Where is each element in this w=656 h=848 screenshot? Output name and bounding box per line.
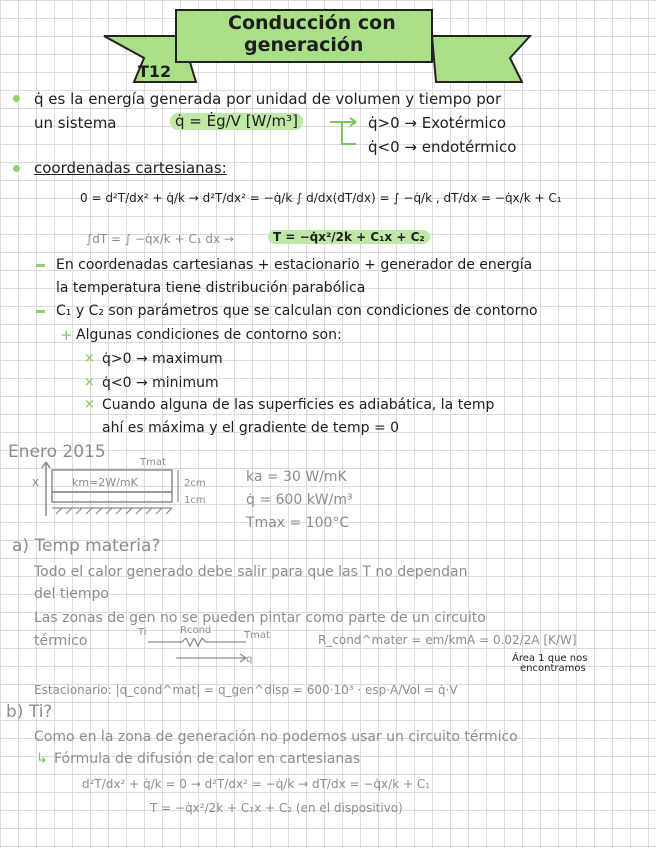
part-a-line4: térmico [34,633,88,649]
intro-case-endo: q̇<0 → endotérmico [368,138,517,156]
part-a-title: a) Temp materia? [12,536,161,556]
dash-2 [36,310,45,313]
intro-line2: un sistema [34,114,117,132]
note2: C₁ y C₂ son parámetros que se calculan con condiciones de contorno [56,303,538,319]
bullet-1 [13,95,20,102]
plus-marker: + [60,326,73,344]
part-b-eq2: T = −q̇x²/2k + C₁x + C₂ (en el dispositivo) [150,801,403,815]
page-title-line1: Conducción con [228,12,396,34]
part-a-line3: Las zonas de gen no se pueden pintar como parte de un circuito [34,610,486,626]
note1-line1: En coordenadas cartesianas + estacionario + generador de energía [56,257,533,273]
intro-line1: q̇ es la energía generada por unidad de volumen y tiempo por [34,90,502,108]
part-a-line1: Todo el calor generado debe salir para que las T no dependan [34,564,468,580]
condition-3-line1: Cuando alguna de las superficies es adiabática, la temp [102,397,495,413]
dash-1 [36,264,45,267]
area-note-2: encontramos [520,663,586,674]
thermal-circuit [146,638,256,668]
intro-formula: q̇ = Ėg/V [W/m³] [170,113,303,130]
cartesian-eq1: 0 = d²T/dx² + q̇/k → d²T/dx² = −q̇/k ∫ d/dx(dT/dx) = ∫ −q̇/k , dT/dx = −q̇x/k + C₁ [80,191,562,205]
cross-marker-2: × [84,375,95,390]
part-b-eq1: d²T/dx² + q̇/k = 0 → d²T/dx² = −q̇/k → dT/dx = −q̇x/k + C₁ [82,777,431,791]
cross-marker-3: × [84,397,95,412]
exam-tmat: Tmat [140,457,166,468]
banner-right-ribbon [432,36,530,82]
exam-axis-x: x [32,475,40,489]
cross-marker-1: × [84,351,95,366]
exam-label: Enero 2015 [8,442,106,462]
exam-dim2: 1cm [184,495,206,506]
exam-given2: q̇ = 600 kW/m³ [246,492,353,508]
part-b-line2: Fórmula de difusión de calor en cartesianas [54,751,361,767]
cartesian-eq2: ∫dT = ∫ −q̇x/k + C₁ dx → [86,232,234,246]
note1-line2: la temperatura tiene distribución parabólica [56,280,366,296]
page-title-line2: generación [244,34,364,56]
rcond-equation: R_cond^mater = em/kmA = 0.02/2A [K/W] [318,633,577,647]
condition-2: q̇<0 → minimum [102,375,219,391]
circuit-q: q [246,654,253,665]
exam-km: km=2W/mK [72,476,138,489]
bullet-2 [13,165,20,172]
part-b-title: b) Ti? [6,702,53,722]
area-note-1: Área 1 que nos [512,653,588,664]
branch-arrow [328,114,368,154]
banner-tag: T12 [138,62,172,81]
exam-dim1: 2cm [184,478,206,489]
circuit-ti: Ti [138,627,147,638]
condition-3-line2: ahí es máxima y el gradiente de temp = 0 [102,420,400,436]
condition-1: q̇>0 → maximum [102,351,223,367]
part-b-arrow: ↳ [36,751,48,767]
cartesian-heading: coordenadas cartesianas: [34,159,227,177]
part-b-line1: Como en la zona de generación no podemos usar un circuito térmico [34,729,518,745]
exam-given1: ka = 30 W/mK [246,469,347,485]
circuit-rcond: Rcond [180,625,212,636]
exam-given3: Tmax = 100°C [246,515,350,531]
circuit-tmat: Tmat [244,630,270,641]
part-a-line2: del tiempo [34,586,109,602]
part-a-estacionario: Estacionario: |q_cond^mat| = q_gen^disp = 600·10³ · esp·A/Vol = q̇·V [34,683,458,697]
cartesian-eq2-result: T = −q̇x²/2k + C₁x + C₂ [268,230,430,244]
conditions-heading: Algunas condiciones de contorno son: [76,327,342,343]
intro-case-exo: q̇>0 → Exotérmico [368,114,507,132]
